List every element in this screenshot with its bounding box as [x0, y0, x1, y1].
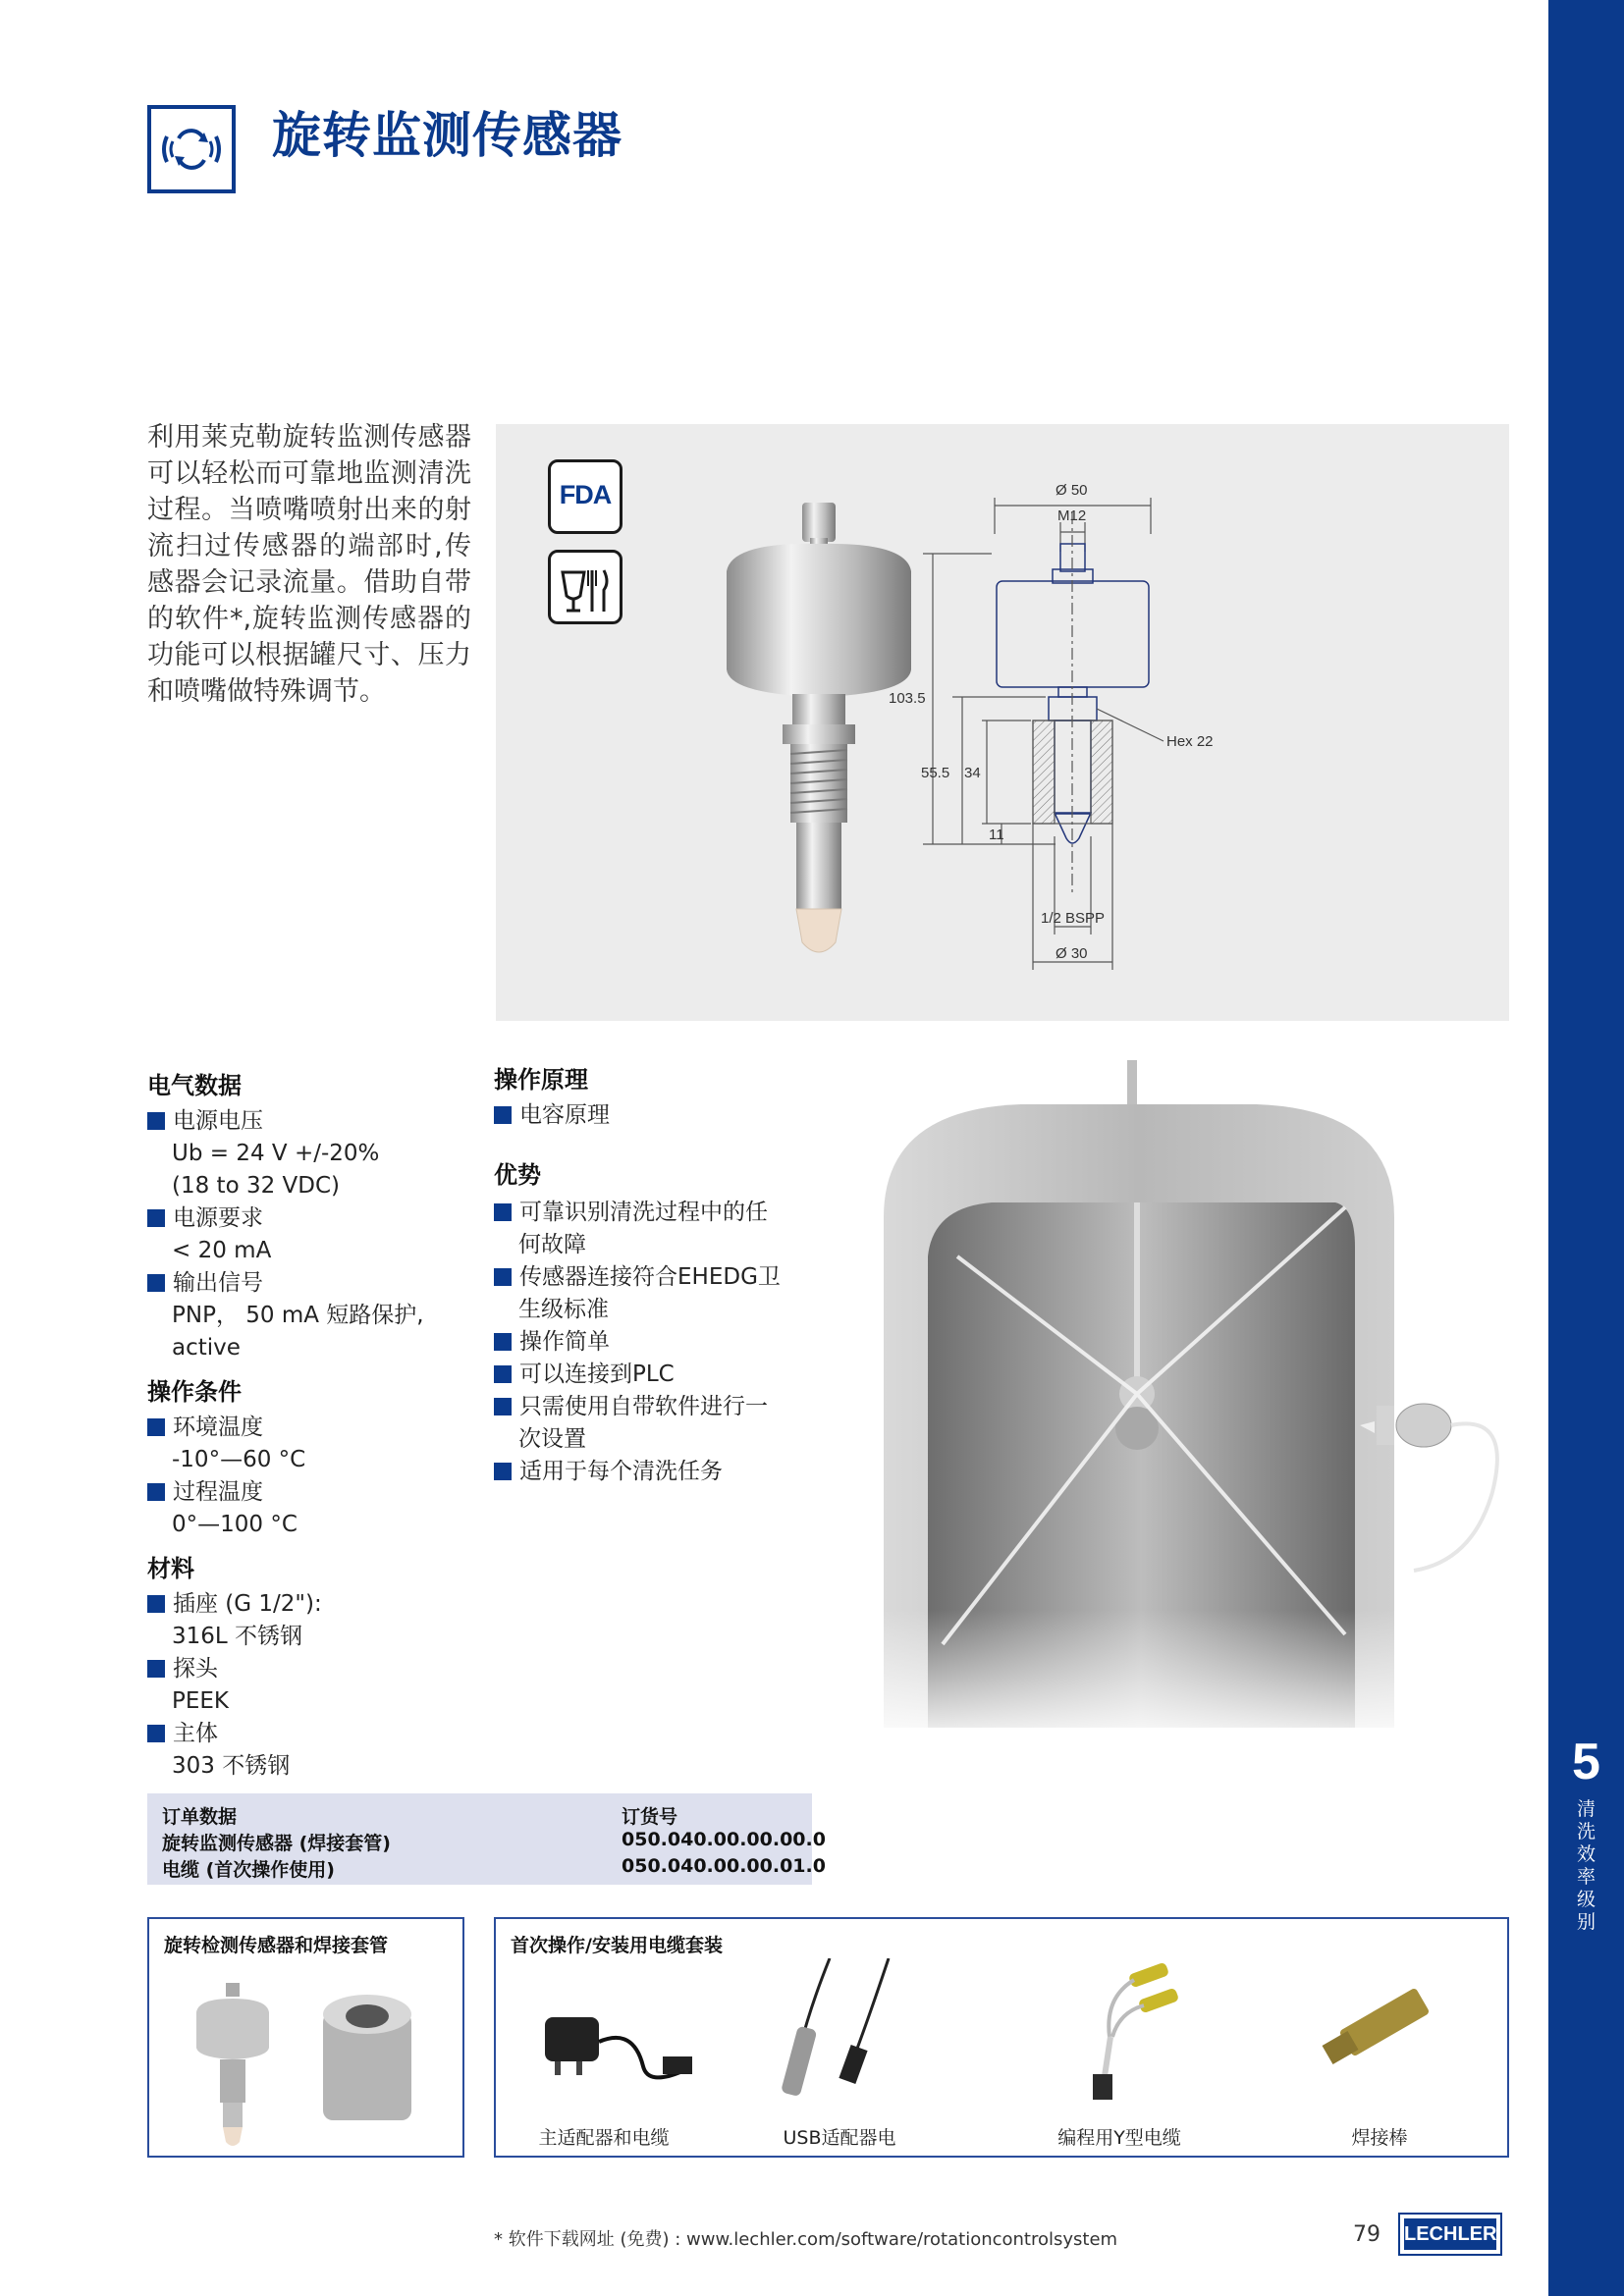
page-title: 旋转监测传感器	[272, 107, 623, 164]
tank-cleaning-illustration	[864, 1060, 1532, 1747]
dim-hex-22: Hex 22	[1166, 733, 1214, 750]
usb-adapter-photo	[771, 1958, 928, 2106]
order-table: 订单数据 订货号 旋转监测传感器 (焊接套管) 050.040.00.00.00.0 电缆 (首次操作使用) 050.040.00.00.01.0	[147, 1793, 812, 1885]
welding-sleeve-photo	[318, 1993, 416, 2130]
chapter-sidebar	[1548, 0, 1624, 2296]
intro-paragraph: 利用莱克勒旋转监测传感器可以轻松而可靠地监测清洗过程。当喷嘴喷射出来的射流扫过传感器的端部时,传感器会记录流量。借助自带的软件*,旋转监测传感器的功能可以根据罐尺寸、压力和喷嘴做特殊调节。	[147, 422, 471, 707]
lechler-logo: LECHLER	[1398, 2213, 1502, 2256]
dim-bspp: 1/2 BSPP	[1041, 910, 1106, 927]
dim-55-5: 55.5	[921, 765, 950, 781]
power-adapter-photo	[525, 1958, 702, 2096]
product-image-panel	[496, 424, 1509, 1021]
dim-103-5: 103.5	[889, 690, 926, 707]
spec-item: 电源要求	[147, 1202, 471, 1235]
fda-badge: FDA	[548, 459, 623, 534]
technical-drawing	[884, 473, 1335, 1023]
spec-item: 过程温度	[147, 1476, 471, 1509]
principle-section: 操作原理 电容原理 优势 可靠识别清洗过程中的任 何故障 传感器连接符合EHEDG卫 生级标准 操作简单 可以连接到PLC 只需使用自带软件进行一 次设置 适用于每个清洗任务	[494, 1060, 828, 1488]
table-row: 050.040.00.00.01.0	[622, 1855, 826, 1877]
table-row: 050.040.00.00.00.0	[622, 1829, 826, 1850]
y-cable-photo	[1065, 1958, 1213, 2106]
dim-11: 11	[989, 827, 1004, 843]
spec-item: 探头	[147, 1653, 471, 1685]
sensor-sleeve-box: 旋转检测传感器和焊接套管	[147, 1917, 464, 2158]
materials-heading: 材料	[147, 1555, 194, 1582]
spec-item: 环境温度	[147, 1412, 471, 1444]
advantages-heading: 优势	[494, 1161, 541, 1189]
dim-diameter-50: Ø 50	[1056, 482, 1088, 499]
electrical-section: 电气数据 电源电压 Ub = 24 V +/-20% (18 to 32 VDC) 电源要求 < 20 mA 输出信号 PNP， 50 mA 短路保护, active 操作条件 环境温度 -10°—60 °C 过程温度 0°—100 °C 材料 插座 (G 1/2"): 316L 不锈钢 探头 PEEK 主体 303 不锈钢	[147, 1066, 471, 1783]
dim-diameter-30: Ø 30	[1056, 945, 1088, 962]
rotation-sensor-icon	[147, 105, 236, 193]
spec-item: 输出信号	[147, 1267, 471, 1300]
footer-note: * 软件下载网址 (免费) : www.lechler.com/software/rotationcontrolsystem	[494, 2229, 1118, 2250]
table-row: 旋转监测传感器 (焊接套管)	[162, 1833, 391, 1854]
table-row: 电缆 (首次操作使用)	[162, 1859, 335, 1881]
chapter-label: 清 洗 效 率 级 别	[1576, 1798, 1596, 1933]
chapter-number: 5	[1572, 1734, 1600, 1790]
dim-m12: M12	[1057, 507, 1087, 524]
principle-heading: 操作原理	[494, 1066, 588, 1094]
electrical-heading: 电气数据	[147, 1072, 242, 1099]
welding-rod-photo	[1321, 1978, 1458, 2076]
spec-item: 插座 (G 1/2"):	[147, 1588, 471, 1621]
sensor-photo-small	[189, 1983, 277, 2150]
spec-item: 主体	[147, 1718, 471, 1750]
page-number: 79	[1353, 2222, 1380, 2247]
principle-item: 电容原理	[494, 1099, 828, 1132]
food-safe-icon	[548, 550, 623, 624]
cable-set-box: 首次操作/安装用电缆套装 主适配器和电缆 USB适配器电 编程用Y型电缆 焊接棒	[494, 1917, 1509, 2158]
spec-item: 电源电压	[147, 1105, 471, 1138]
dim-34: 34	[964, 765, 981, 781]
operating-heading: 操作条件	[147, 1378, 242, 1406]
